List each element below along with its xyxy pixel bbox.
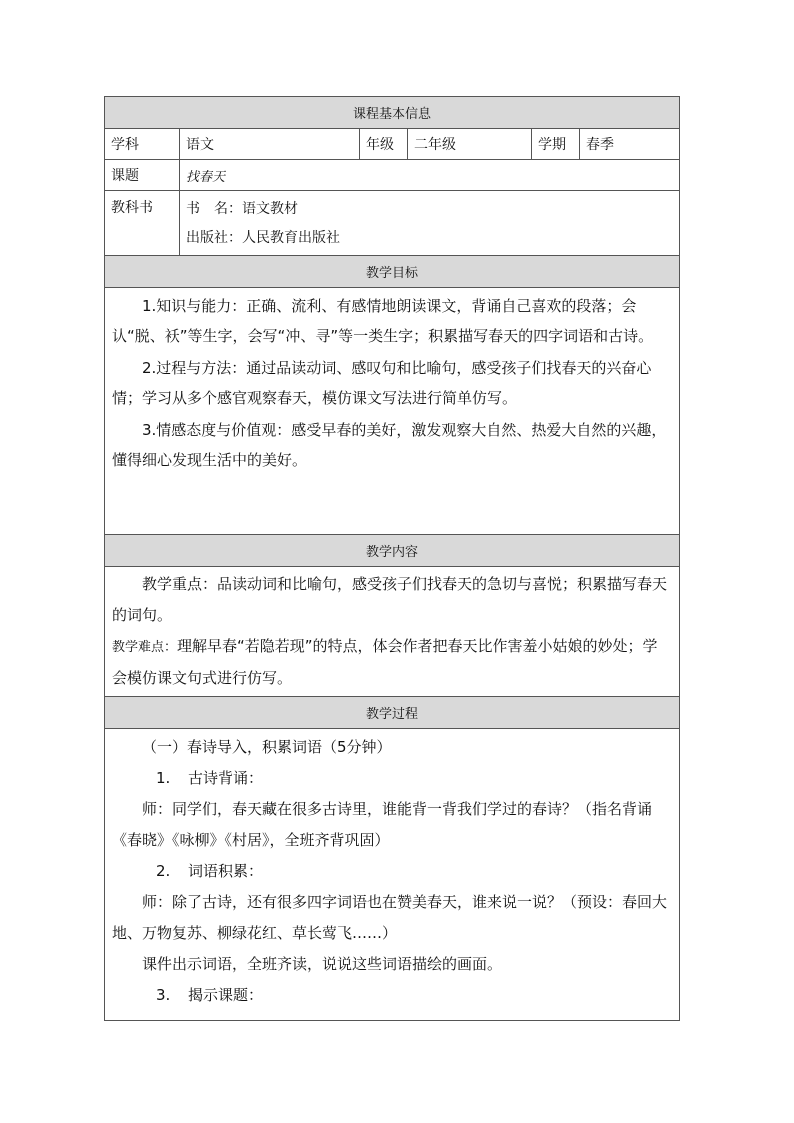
- process-paragraph: 课件出示词语，全班齐读，说说这些词语描绘的画面。: [142, 955, 503, 973]
- textbook-label: 教科书: [105, 191, 180, 256]
- goal-item: 3.情感态度与价值观：感受早春的美好，激发观察大自然、热爱大自然的兴趣，懂得细心发现生活中的美好。: [112, 421, 667, 469]
- process-step: [112, 763, 672, 794]
- process-header: 教学过程: [105, 697, 680, 729]
- topic-value: 找春天: [180, 160, 680, 191]
- process-paragraph: 师：同学们，春天藏在很多古诗里，谁能背一背我们学过的春诗？（指名背诵《春晓》《咏柳》《村居》，全班齐背巩固）: [112, 800, 653, 849]
- textbook-info: [180, 191, 680, 256]
- key-point: [112, 569, 672, 631]
- step-title: 词语积累：: [188, 862, 264, 880]
- process-step: [112, 856, 672, 887]
- term-label: 学期: [532, 129, 580, 160]
- process-paragraph: 师：除了古诗，还有很多四字词语也在赞美春天，谁来说一说？（预设：春回大地、万物复苏、柳绿花红、草长莺飞……）: [112, 893, 668, 942]
- content-body: [105, 567, 680, 697]
- topic-label: 课题: [105, 160, 180, 191]
- step-number: 3.: [156, 986, 171, 1004]
- publisher: 出版社：人民教育出版社: [186, 230, 340, 246]
- process-section-title: （一）春诗导入，积累词语（5分钟）: [142, 738, 392, 756]
- goal-item: 2.过程与方法：通过品读动词、感叹句和比喻句，感受孩子们找春天的兴奋心情；学习从多个感官观察春天，模仿课文写法进行简单仿写。: [112, 359, 652, 407]
- step-number: 1.: [156, 769, 171, 787]
- process-body: [105, 729, 680, 1021]
- grade-value: 二年级: [408, 129, 532, 160]
- content-header: 教学内容: [105, 535, 680, 567]
- lesson-plan-table: [104, 96, 680, 1021]
- process-step: [112, 980, 672, 1011]
- difficulty-text: 理解早春“若隐若现”的特点，体会作者把春天比作害羞小姑娘的妙处；学会模仿课文句式进行仿写。: [112, 637, 658, 687]
- key-point-text: 品读动词和比喻句，感受孩子们找春天的急切与喜悦；积累描写春天的词句。: [112, 575, 668, 624]
- grade-label: 年级: [360, 129, 408, 160]
- step-title: 揭示课题：: [188, 986, 264, 1004]
- book-name: 书 名：语文教材: [186, 201, 298, 217]
- subject-value: 语文: [180, 129, 360, 160]
- goal-item: 1.知识与能力：正确、流利、有感情地朗读课文，背诵自己喜欢的段落；会认“脱、袄”等生字，会写“冲、寻”等一类生字；积累描写春天的四字词语和古诗。: [112, 297, 654, 345]
- goals-header: 教学目标: [105, 256, 680, 288]
- goals-body: [105, 288, 680, 535]
- difficulty-point: [112, 631, 672, 694]
- step-title: 古诗背诵：: [188, 769, 264, 787]
- subject-label: 学科: [105, 129, 180, 160]
- difficulty-label: 教学难点：: [112, 640, 178, 655]
- term-value: 春季: [580, 129, 680, 160]
- step-number: 2.: [156, 862, 171, 880]
- key-point-label: 教学重点：: [142, 575, 218, 593]
- basic-info-header: 课程基本信息: [105, 97, 680, 129]
- lesson-plan-document: [104, 96, 679, 1021]
